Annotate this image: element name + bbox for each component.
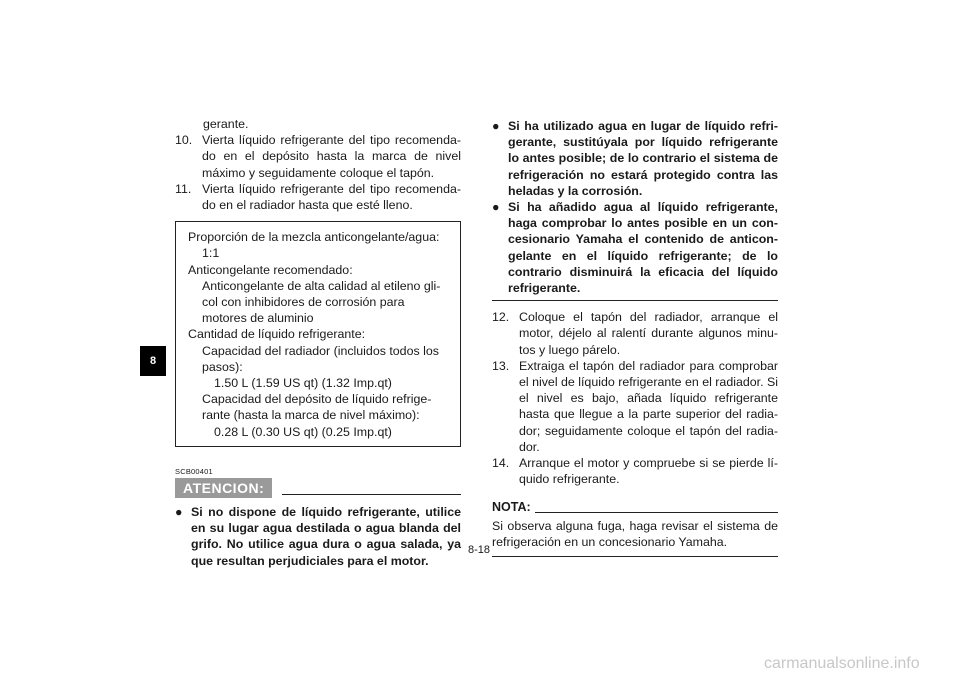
left-column: [175, 116, 461, 569]
radiator-capacity-label: Capacidad del radiador (incluidos todos los pasos):: [202, 343, 439, 374]
step-text: Vierta líquido refrigerante del tipo recomenda-do en el radiador hasta que esté lleno.: [202, 181, 461, 213]
watermark: carmanualsonline.info: [764, 655, 920, 672]
warning-bullet: [492, 199, 778, 296]
step-number: 11.: [175, 181, 192, 196]
step-text: Extraiga el tapón del radiador para comprobar el nivel de líquido refrigerante en el radiador. Si el nivel es bajo, añada líquido refrigerante hasta que llegue a la parte superior del radia-dor; seguidamente coloque el tapón del radia-dor.: [519, 358, 778, 454]
step-number: 12.: [492, 310, 510, 325]
step-text: Vierta líquido refrigerante del tipo recomenda-do en el depósito hasta la marca de nivel máximo y seguidamente coloque el tapón.: [202, 133, 461, 180]
mix-label: Proporción de la mezcla anticongelante/agua:: [188, 230, 440, 245]
chapter-tab: 8: [140, 346, 166, 376]
warning-bullet: [175, 504, 461, 569]
step-number: 14.: [492, 456, 510, 471]
reservoir-capacity-label: Capacidad del depósito de líquido refrige-rante (hasta la marca de nivel máximo):: [202, 392, 432, 423]
bullet-icon: ●: [492, 200, 500, 215]
step-text: Coloque el tapón del radiador, arranque el motor, déjelo al ralentí durante algunos minu-tos y luego párelo.: [519, 310, 778, 357]
mix-value: 1:1: [202, 246, 220, 261]
right-column: [492, 118, 778, 565]
note-header: [492, 499, 778, 515]
reservoir-capacity-value: 0.28 L (0.30 US qt) (0.25 Imp.qt): [214, 424, 392, 439]
page-number: 8-18: [468, 544, 491, 556]
bullet-icon: ●: [492, 119, 500, 133]
warning-code: SCB00401: [175, 466, 213, 476]
warning-title: ATENCION:: [175, 478, 272, 498]
note-title: NOTA:: [492, 500, 531, 515]
step-number: 13.: [492, 358, 510, 373]
bullet-icon: ●: [175, 505, 183, 520]
quantity-label: Cantidad de líquido refrigerante:: [188, 327, 366, 342]
bullet-text: Si ha utilizado agua en lugar de líquido refri-gerante, sustitúyala por líquido refrigerante lo antes posible; de lo contrario el sistema de refrigeración no estará protegido contra las heladas y la corrosión.: [508, 119, 778, 198]
spec-box: [175, 221, 461, 447]
step-11: [175, 181, 461, 213]
bullet-text: Si ha añadido agua al líquido refrigerante, haga comprobar lo antes posible en un con-cesionario Yamaha el contenido de anticon-gelante en el líquido refrigerante; de lo contrario disminuirá la eficacia del líquido refrigerante.: [508, 200, 778, 296]
radiator-capacity-value: 1.50 L (1.59 US qt) (1.32 Imp.qt): [214, 376, 392, 391]
warning-bullet: [492, 118, 778, 199]
divider: [492, 556, 778, 557]
divider: [492, 300, 778, 301]
step-number: 10.: [175, 133, 193, 148]
warning-header: [175, 478, 461, 498]
step-10: [175, 132, 461, 181]
antifreeze-value: Anticongelante de alta calidad al etileno gli-col con inhibidores de corrosión para motores de aluminio: [202, 278, 441, 326]
note-text: Si observa alguna fuga, haga revisar el sistema de refrigeración en un concesionario Yamaha.: [492, 518, 778, 549]
divider: [535, 512, 778, 513]
antifreeze-label: Anticongelante recomendado:: [188, 262, 353, 277]
step-text: Arranque el motor y compruebe si se pierde lí-quido refrigerante.: [519, 456, 778, 487]
step-14: [492, 455, 778, 487]
step-13: [492, 358, 778, 455]
step-12: [492, 309, 778, 358]
intro-text: gerante.: [203, 117, 249, 131]
divider: [282, 494, 461, 495]
bullet-text: Si no dispone de líquido refrigerante, utilice en su lugar agua destilada o agua blanda del grifo. No utilice agua dura o agua salada, ya que resultan perjudiciales para el motor.: [191, 505, 461, 568]
